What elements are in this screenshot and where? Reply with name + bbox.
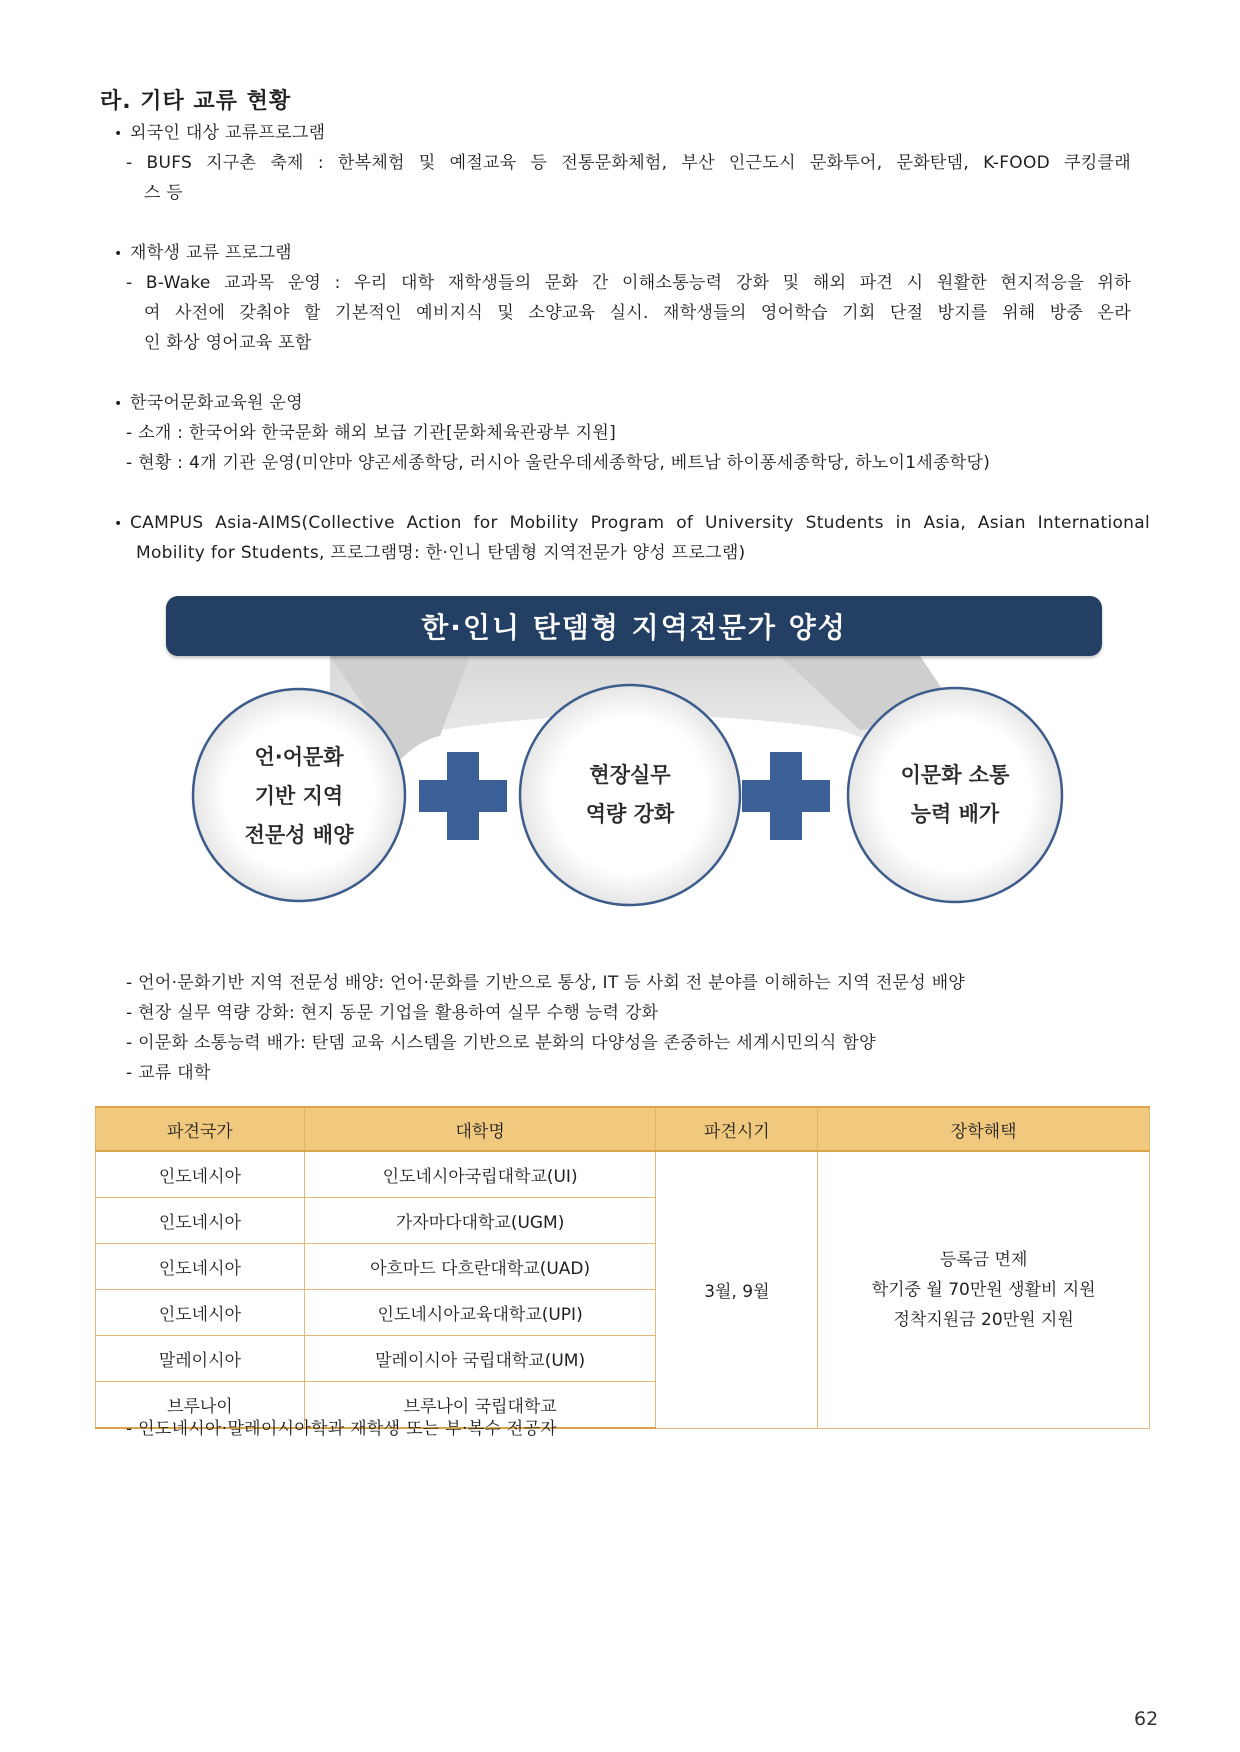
benefit-2: 학기중 월 70만원 생활비 지원 [871, 1279, 1096, 1300]
benefit-1: 등록금 면제 [939, 1249, 1028, 1270]
circle1-line2: 기반 지역 [254, 784, 344, 808]
cell-period: 3월, 9월 [656, 1151, 818, 1428]
cell-country: 인도네시아 [96, 1198, 305, 1244]
circle2-line2: 역량 강화 [585, 802, 675, 826]
bullet-foreign-label: 외국인 대상 교류프로그램 [130, 123, 326, 143]
cell-country: 말레이시아 [96, 1336, 305, 1382]
bullet-student-label: 재학생 교류 프로그램 [130, 243, 292, 263]
cell-university: 인도네시아국립대학교(UI) [304, 1151, 656, 1198]
detail-line-1: - 언어·문화기반 지역 전문성 배양: 언어·문화를 기반으로 통상, IT 등 사회 전 분야를 이해하는 지역 전문성 배양 [126, 973, 966, 993]
student-detail-line2: 여 사전에 갖춰야 할 기본적인 예비지식 및 소양교육 실시. 재학생들의 영어학습 기회 단절 방지를 위해 방중 온라 [144, 303, 1131, 323]
student-detail-line3: 인 화상 영어교육 포함 [144, 333, 312, 353]
cell-university: 가자마다대학교(UGM) [304, 1198, 656, 1244]
bullet-korean-label: 한국어문화교육원 운영 [130, 393, 303, 413]
circle1-line3: 전문성 배양 [244, 823, 354, 847]
bullet-dot-icon: • [114, 246, 123, 262]
exchange-university-table [95, 1106, 1150, 1429]
cell-university: 말레이시아 국립대학교(UM) [304, 1336, 656, 1382]
cell-university: 브루나이 국립대학교 [304, 1382, 656, 1429]
circle3-line2: 능력 배가 [910, 802, 1000, 826]
cell-country: 브루나이 [96, 1382, 305, 1429]
col-header-period: 파견시기 [656, 1107, 818, 1151]
table-header-row [96, 1107, 1150, 1151]
circle3-line1: 이문화 소통 [900, 763, 1010, 787]
cell-scholarship [818, 1151, 1150, 1428]
bullet-dot-icon: • [114, 516, 123, 532]
page-number: 62 [1134, 1708, 1159, 1730]
circle2-line1: 현장실무 [589, 763, 671, 787]
detail-line-3: - 이문화 소통능력 배가: 탄뎀 교육 시스템을 기반으로 분화의 다양성을 존중하는 세계시민의식 함양 [126, 1033, 876, 1053]
bullet-dot-icon: • [114, 396, 123, 412]
cell-country: 인도네시아 [96, 1151, 305, 1198]
foreign-detail-line2: 스 등 [144, 183, 184, 203]
benefit-3: 정착지원금 20만원 지원 [893, 1309, 1074, 1330]
diagram-banner: 한·인니 탄뎀형 지역전문가 양성 [166, 596, 1102, 656]
detail-line-2: - 현장 실무 역량 강화: 현지 동문 기업을 활용하여 실무 수행 능력 강화 [126, 1003, 659, 1023]
col-header-university: 대학명 [304, 1107, 656, 1151]
circle1-label [199, 738, 399, 855]
campus-asia-line1: CAMPUS Asia-AIMS(Collective Action for Mobility Program of University Students in Asia, Asian International [130, 513, 1150, 533]
col-header-country: 파견국가 [96, 1107, 305, 1151]
circle1-line1: 언·어문화 [254, 745, 344, 769]
col-header-scholarship: 장학해택 [818, 1107, 1150, 1151]
detail-line-4: - 교류 대학 [126, 1063, 211, 1083]
table-row [96, 1151, 1150, 1198]
foreign-detail-line1: - BUFS 지구촌 축제 : 한복체험 및 예절교육 등 전통문화체험, 부산 인근도시 문화투어, 문화탄뎀, K-FOOD 쿠킹클래 [126, 153, 1131, 173]
circle2-label [530, 756, 730, 834]
circle3-label [855, 756, 1055, 834]
korean-detail-line2: - 현황 : 4개 기관 운영(미얀마 양곤세종학당, 러시아 울란우데세종학당, 베트남 하이퐁세종학당, 하노이1세종학당) [126, 453, 991, 473]
cell-country: 인도네시아 [96, 1290, 305, 1336]
cell-university: 인도네시아교육대학교(UPI) [304, 1290, 656, 1336]
cell-university: 아흐마드 다흐란대학교(UAD) [304, 1244, 656, 1290]
plus-icon-right [742, 752, 830, 840]
cell-country: 인도네시아 [96, 1244, 305, 1290]
korean-detail-line1: - 소개 : 한국어와 한국문화 해외 보급 기관[문화체육관광부 지원] [126, 423, 617, 443]
bullet-dot-icon: • [114, 126, 123, 142]
table-footnote: - 인도네시아·말레이시아학과 재학생 또는 부·복수 전공자 [126, 1419, 557, 1439]
student-detail-line1: - B-Wake 교과목 운영 : 우리 대학 재학생들의 문화 간 이해소통능력 강화 및 해외 파견 시 원활한 현지적응을 위하 [126, 273, 1131, 293]
section-heading: 라. 기타 교류 현황 [100, 89, 292, 114]
campus-asia-line2: Mobility for Students, 프로그램명: 한·인니 탄뎀형 지역전문가 양성 프로그램) [136, 543, 746, 563]
plus-icon-left [419, 752, 507, 840]
